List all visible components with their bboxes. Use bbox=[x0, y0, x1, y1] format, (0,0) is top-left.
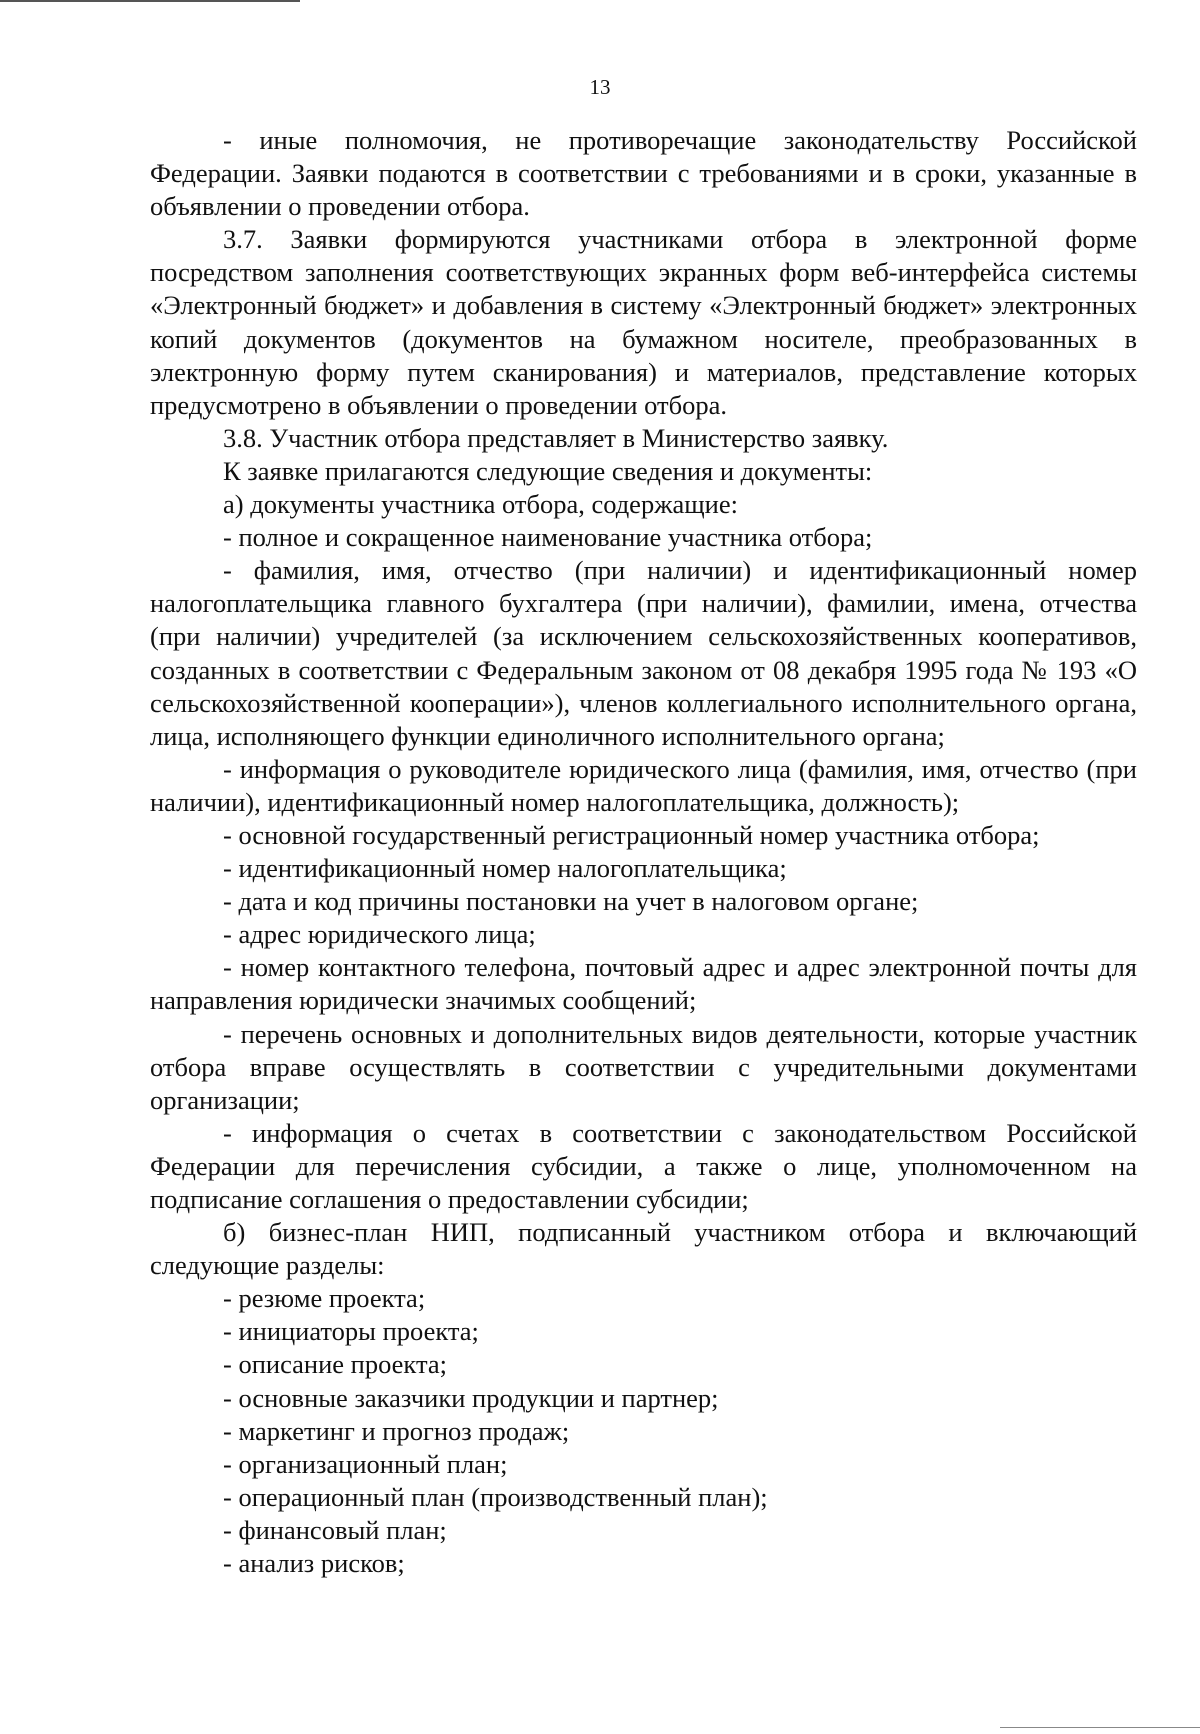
list-item: - маркетинг и прогноз продаж; bbox=[223, 1415, 570, 1446]
list-item: - операционный план (производственный план); bbox=[223, 1481, 768, 1512]
list-item: - фамилия, имя, отчество (при наличии) и идентификационный номер налогоплательщика главного бухгалтера (при наличии), фамилии, имена, отчества (при наличии) учредителей (за исключением сельскохозяйственных кооперативов, созданных в соответствии с Федеральным законом от 08 декабря 1995 года № 193 «О сельскохозяйственной кооперации»), членов коллегиального исполнительного органа, лица, исполняющего функции единоличного исполнительного органа; bbox=[150, 555, 1137, 751]
list-item: - основные заказчики продукции и партнер; bbox=[223, 1382, 719, 1413]
list-item: а) документы участника отбора, содержащие: bbox=[223, 489, 738, 520]
list-item: - описание проекта; bbox=[223, 1349, 447, 1380]
list-item: - организационный план; bbox=[223, 1448, 508, 1479]
paragraph: - иные полномочия, не противоречащие законодательству Российской Федерации. Заявки подаются в соответствии с требованиями и в сроки, указанные в объявлении о проведении отбора. bbox=[150, 125, 1137, 222]
list-item: - инициаторы проекта; bbox=[223, 1316, 479, 1347]
paragraph: К заявке прилагаются следующие сведения и документы: bbox=[223, 455, 873, 486]
paragraph: 3.7. Заявки формируются участниками отбора в электронной форме посредством заполнения соответствующих экранных форм веб-интерфейса системы «Электронный бюджет» и добавления в систему «Электронный бюджет» электронных копий документов (документов на бумажном носителе, преобразованных в электронную форму путем сканирования) и материалов, представление которых предусмотрено в объявлении о проведении отбора. bbox=[150, 224, 1137, 420]
list-item: - анализ рисков; bbox=[223, 1548, 405, 1579]
list-item: - основной государственный регистрационный номер участника отбора; bbox=[223, 819, 1040, 850]
list-item: - резюме проекта; bbox=[223, 1283, 426, 1314]
list-item: - номер контактного телефона, почтовый адрес и адрес электронной почты для направления юридически значимых сообщений; bbox=[150, 952, 1137, 1016]
list-item: б) бизнес-план НИП, подписанный участником отбора и включающий следующие разделы: bbox=[150, 1217, 1137, 1281]
page-number: 13 bbox=[589, 75, 611, 99]
list-item: - адрес юридического лица; bbox=[223, 919, 536, 950]
scan-edge-bottom bbox=[1000, 1727, 1200, 1728]
document-body bbox=[150, 124, 1137, 1580]
paragraph: 3.8. Участник отбора представляет в Министерство заявку. bbox=[223, 422, 889, 453]
list-item: - информация о счетах в соответствии с законодательством Российской Федерации для перечисления субсидии, а также о лице, уполномоченном на подписание соглашения о предоставлении субсидии; bbox=[150, 1117, 1137, 1214]
list-item: - полное и сокращенное наименование участника отбора; bbox=[223, 522, 873, 553]
scan-edge-top bbox=[0, 0, 300, 2]
list-item: - финансовый план; bbox=[223, 1514, 447, 1545]
list-item: - информация о руководителе юридического лица (фамилия, имя, отчество (при наличии), идентификационный номер налогоплательщика, должность); bbox=[150, 753, 1137, 817]
list-item: - дата и код причины постановки на учет в налоговом органе; bbox=[223, 886, 919, 917]
list-item: - идентификационный номер налогоплательщика; bbox=[223, 853, 787, 884]
list-item: - перечень основных и дополнительных видов деятельности, которые участник отбора вправе осуществлять в соответствии с учредительными документами организации; bbox=[150, 1018, 1137, 1115]
